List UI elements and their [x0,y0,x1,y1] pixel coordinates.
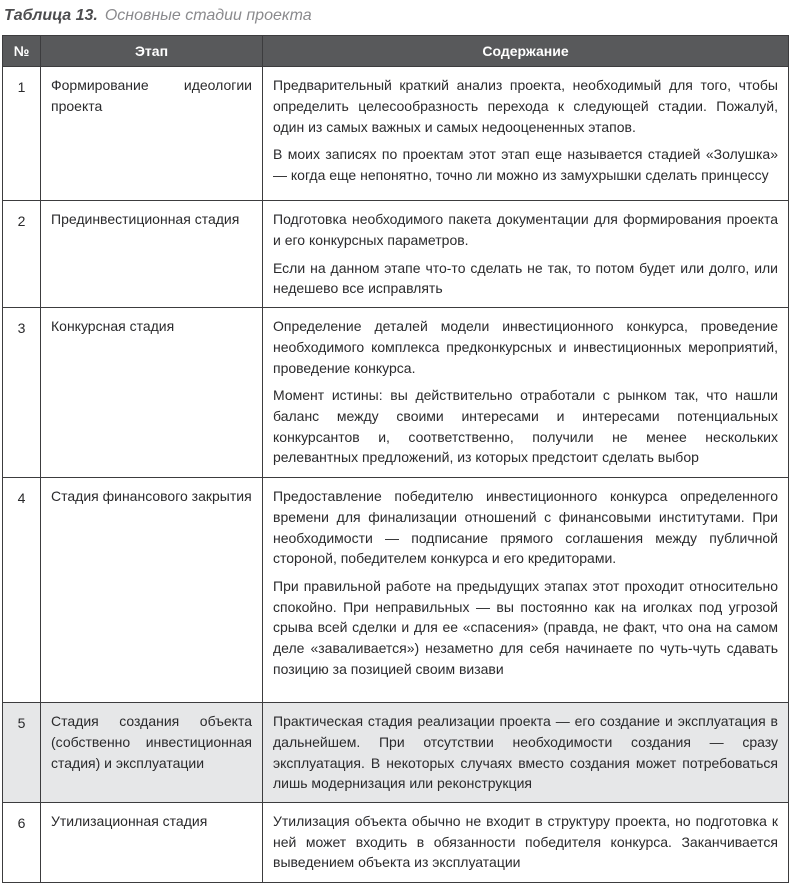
row-number: 3 [3,308,41,478]
stage-cell: Стадия создания объекта (собственно инвестиционная стадия) и эксплуатации [41,703,263,803]
row-number: 5 [3,703,41,803]
content-cell: Предоставление победителю инвестиционного конкурса определенного времени для финализации отношений с финансовыми институтами. При необходимости — подписание прямого соглашения между публичной стороной, победителем конкурса и его кредиторами. При правильной работе на предыдущих этапах этот проходит относительно спокойно. При неправильных — вы постоянно как на иголках под угрозой срыва всей сделки и для ее «спасения» (правда, не факт, что она на самом деле «заваливается») незаметно для себя начинаете по чуть-чуть сдавать позицию за позицией своим визави [263,478,789,703]
stage-cell: Утилизационная стадия [41,802,263,882]
content-cell: Утилизация объекта обычно не входит в структуру проекта, но подготовка к ней может входить в обязанности победителя конкурса. Заканчивается выведением объекта из эксплуатации [263,802,789,882]
stage-cell: Конкурсная стадия [41,308,263,478]
content-cell: Подготовка необходимого пакета документации для формирования проекта и его конкурсных параметров. Если на данном этапе что-то сделать не так, то потом будет или долго, или недешево все исправлять [263,201,789,308]
table-row [3,478,789,703]
row-number: 1 [3,67,41,201]
header-cell-stage: Этап [41,36,263,67]
stage-cell: Прединвестиционная стадия [41,201,263,308]
content-cell: Предварительный краткий анализ проекта, необходимый для того, чтобы определить целесообразность перехода к следующей стадии. Пожалуй, один из самых важных и самых недооцененных этапов. В моих записях по проектам этот этап еще называется стадией «Золушка» — когда еще непонятно, точно ли можно из замухрышки сделать принцессу [263,67,789,201]
table-row [3,802,789,882]
table-caption-text: Основные стадии проекта [104,7,312,24]
stage-cell: Формирование идеологии проекта [41,67,263,201]
table-header-row [3,36,789,67]
table-caption-label: Таблица 13. [4,7,98,24]
stage-cell: Стадия финансового закрытия [41,478,263,703]
content-cell: Определение деталей модели инвестиционного конкурса, проведение необходимого комплекса предконкурсных и инвестиционных мероприятий, проведение конкурса. Момент истины: вы действительно отработали с рынком так, что нашли баланс между своими интересами и интересами потенциальных конкурсантов и, соответственно, получили не менее нескольких релевантных предложений, из которых предстоит сделать выбор [263,308,789,478]
row-number: 4 [3,478,41,703]
table-row [3,201,789,308]
table-caption [4,6,788,25]
header-cell-content: Содержание [263,36,789,67]
content-cell: Практическая стадия реализации проекта — его создание и эксплуатация в дальнейшем. При отсутствии необходимости создания — сразу эксплуатация. В некоторых случаях вместо создания может потребоваться лишь модернизация или реконструкция [263,703,789,803]
header-cell-number: № [3,36,41,67]
table-row [3,703,789,803]
table-row [3,67,789,201]
row-number: 6 [3,802,41,882]
row-number: 2 [3,201,41,308]
table-row [3,308,789,478]
project-stages-table [2,35,789,883]
